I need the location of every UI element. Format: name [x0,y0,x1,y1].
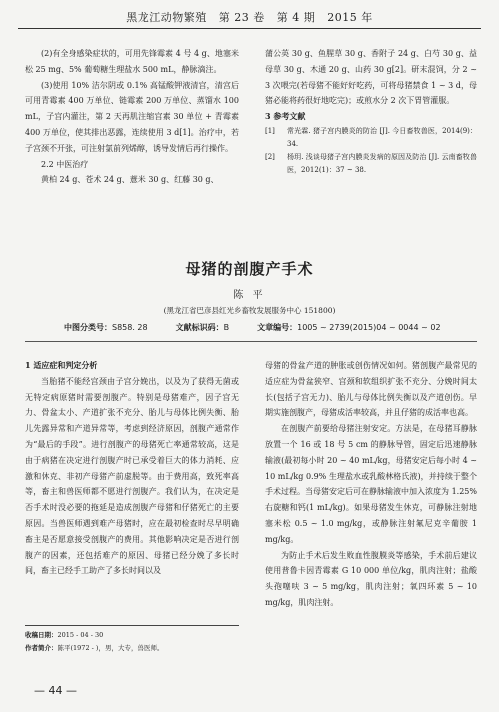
paragraph: 母猪的骨盆产道的肿胀或创伤情况如何。猪剖腹产最常见的适应症为骨盆狭窄、宫颈和软组织扩张不充分、分娩时间太长(包括子宫无力)、胎儿与母体比例失衡以及产道创伤。早期实施剖腹产，母猪成活率较高，并且仔猪的成活率也高。 [265,361,477,418]
year: 2015 年 [327,11,373,24]
article-left-column [25,358,239,579]
article-author: 陈 平 [233,290,266,301]
journal-name: 黑龙江动物繁殖 [126,11,207,24]
prev-article-left-column [25,46,239,188]
author-affiliation: (黑龙江省巴彦县红光乡畜牧发展服务中心 151800) [163,306,336,315]
issue: 第 4 期 [276,11,316,24]
section-heading: 1 适应症和判定分析 [25,360,98,370]
divider [25,341,477,342]
article-right-column [265,358,477,611]
article-id: 文章编号：1005 ~ 2739(2015)04 ~ 0044 ~ 02 [257,323,441,332]
paragraph: (2)有全身感染症状的，可用先锋霉素 4 号 4 g、地塞米松 25 mg、5% 葡萄糖生理盐水 500 mL，静脉滴注。 [25,49,239,74]
reference-number: [2] [265,152,275,161]
clc-number: 中图分类号：S858. 28 [64,323,148,332]
references-heading: 3 参考文献 [265,111,306,122]
classification-line [64,322,469,333]
document-code: 文献标识码：B [175,323,230,332]
paragraph: 黄柏 24 g、苍术 24 g、薏米 30 g、红藤 30 g、 [41,175,219,185]
paragraph: 蒲公英 30 g、鱼腥草 30 g、香附子 24 g、白芍 30 g、益母草 30 g、木通 20 g、山药 30 g[2]。研末混饲，分 2 ~ 3 次喂完(若母猪不能好好吃药，可将母猪禁食 1 ~ 3 d，母猪必能将药很好地吃完)；或煎水分 2 次下胃管灌服。 [265,49,477,106]
received-date: 收稿日期：2015 - 04 - 30 [25,631,104,639]
reference-item [265,151,477,177]
paragraph: 在剖腹产前要给母猪注射安定。方法是，在母猪耳静脉放置一个 16 或 18 号 5 cm 的静脉导管，固定后迅速静脉输液(最初每小时 20 ~ 40 mL/kg，母猪安定后每小时 4 ~ 10 mL/kg 0.9% 生理盐水或乳酸林格氏液)，并持续于整个手术过程。当母猪安定后可在静脉输液中加入浓度为 1.25% 右旋糖和钙(1 mL/kg)。如果母猪发生休克，可静脉注射地塞米松 0.5 ~ 1.0 mg/kg，或静脉注射氟尼克辛葡胺 1 mg/kg。 [265,424,477,544]
article-title: 母猪的剖腹产手术 [185,260,314,278]
author-bio: 作者简介：陈平(1972 - )，男，大专，兽医师。 [25,644,164,652]
reference-item [265,125,477,151]
reference-text: 常光霖. 猪子宫内膜炎的防治 [J]. 今日畜牧兽医，2014(9)：34. [287,126,477,148]
paragraph: 为防止手术后发生败血性腹膜炎等感染，手术前后建议使用普鲁卡因青霉素 G 10 000 单位/kg，肌肉注射；盐酸头孢噻呋 3 ~ 5 mg/kg，肌肉注射；氧四环素 5 ~ 10 mg/kg，肌肉注射。 [265,550,477,607]
reference-text: 杨玥. 浅谈母猪子宫内膜炎发病的原因及防治 [J]. 云南畜牧兽医，2012(1)：37 ~ 38. [287,152,477,174]
subheading: 2.2 中医治疗 [41,159,89,169]
paragraph: 当胎猪不能经宫颈由子宫分娩出，以及为了获得无菌或无特定病原猪时需要剖腹产。特别是母猪难产，因子宫无力、骨盆太小、产道扩张不充分、胎儿与母体比例失衡、胎儿先露异常和产道异常等，考虑到经济原因，剖腹产通常作为“最后的手段”。进行剖腹产的母猪死亡率通常较高，这是由于病猪在决定进行剖腹产时已承受着巨大的体力消耗、应激和休克、非初产母猪产前虚脱等。由于费用高，致死率高等，畜主和兽医师都不愿进行剖腹产。我们认为，在决定是否手术时没必要的拖延是造成剖腹产母猪和仔猪死亡的主要原因。当兽医师遇到难产母猪时，应在最初检查时尽早明确畜主是否愿意接受剖腹产的费用。其他影响决定是否进行剖腹产的因素，还包括难产的原因、母猪已经分娩了多长时间，畜主已经手工助产了多长时间以及 [25,376,239,576]
reference-number: [1] [265,126,275,135]
reference-list [265,125,477,177]
paragraph: (3)使用 10% 洁尔阴或 0.1% 高锰酸钾液清宫，清宫后可用青霉素 400 万单位、链霉素 200 万单位、蒸馏水 100 mL，子宫内灌注，第 2 天再肌注缩宫素 30 单位 + 青霉素 400 万单位，使其排出恶露，连续使用 3 d[1]。治疗中，若子宫颈不开张，可注射氯前列烯醇，诱导发情后再行操作。 [25,80,239,153]
volume: 第 23 卷 [218,11,265,24]
page-number: — 44 — [34,684,77,697]
running-header [18,8,481,29]
footnote [25,625,239,655]
prev-article-right-column [265,46,477,177]
